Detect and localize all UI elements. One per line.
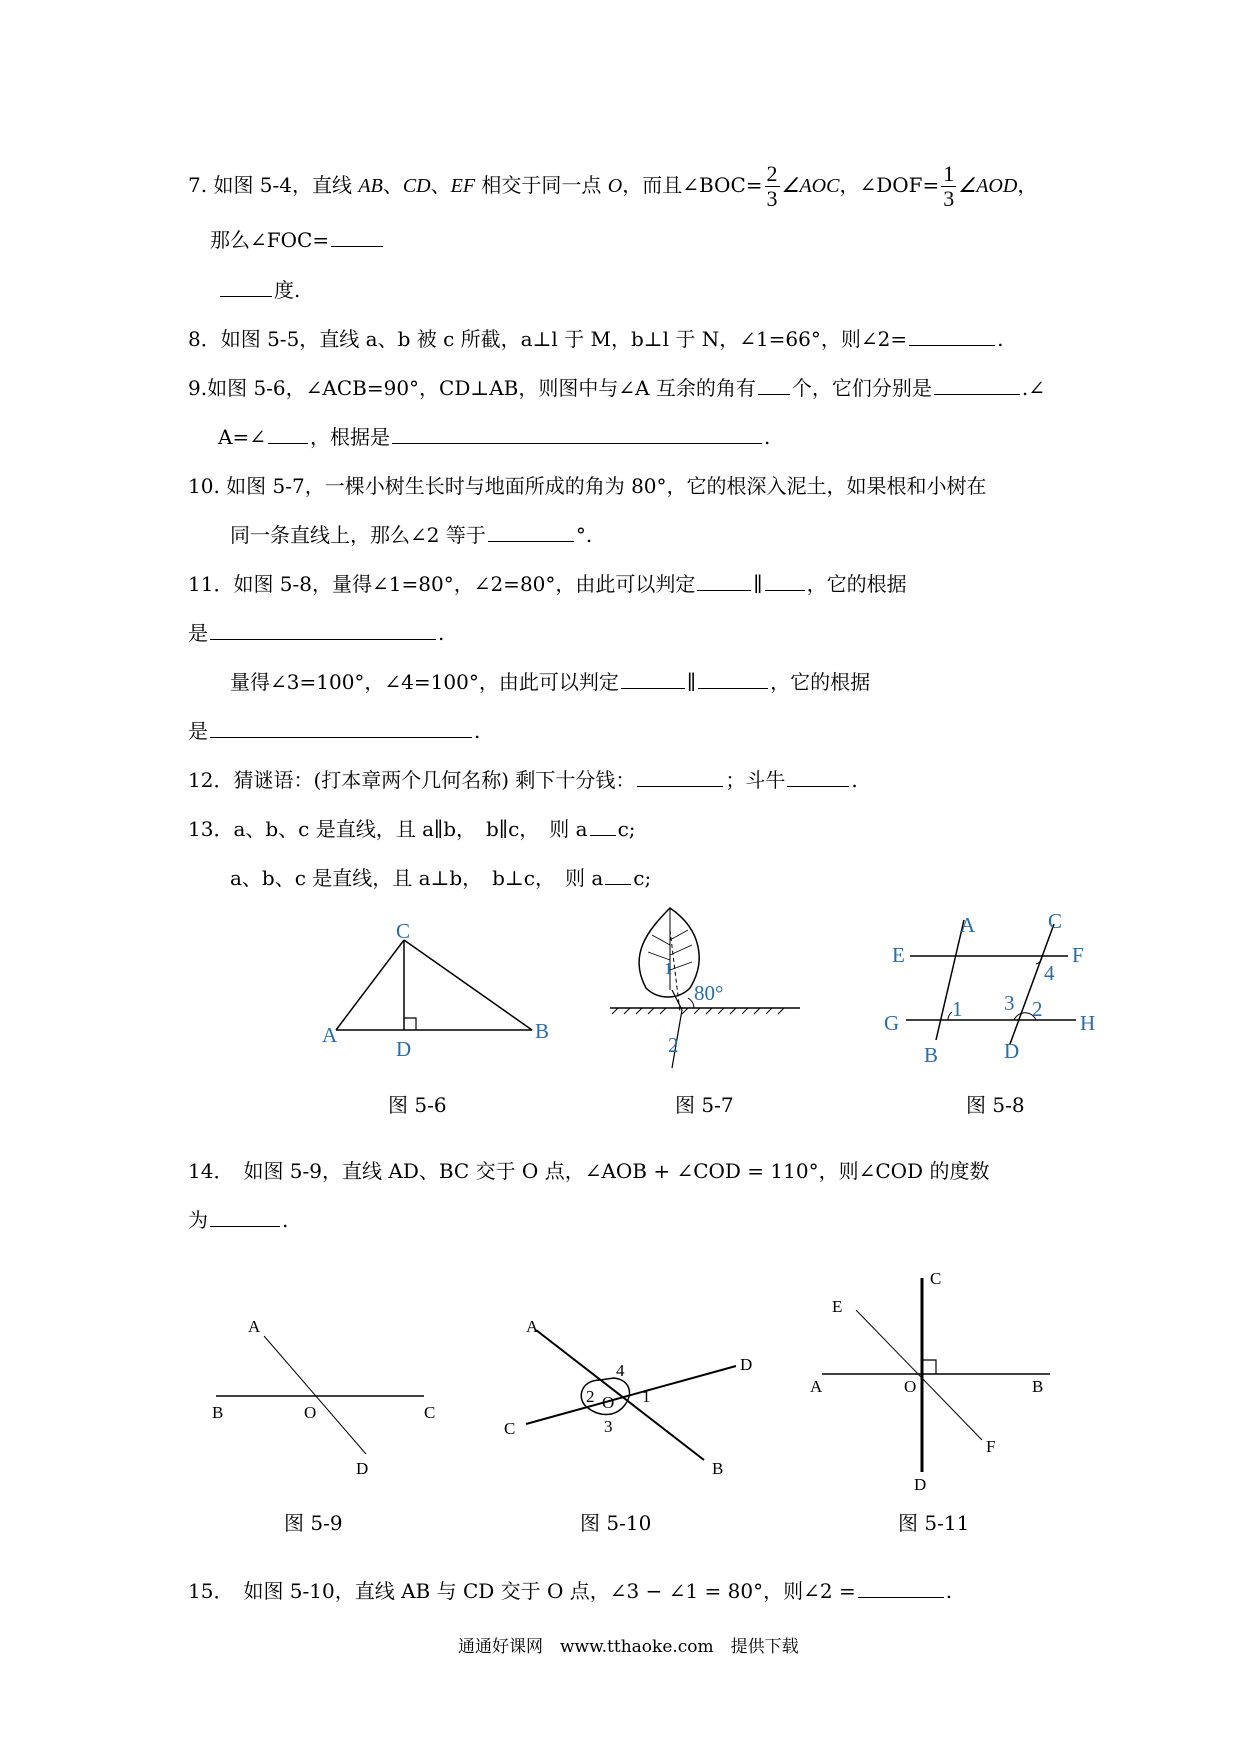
label-angle4: 4: [616, 1361, 625, 1380]
label-E: E: [892, 943, 905, 967]
label-D: D: [1004, 1039, 1020, 1063]
answer-blank[interactable]: [909, 325, 995, 346]
caption-5-10: 图 5-10: [580, 1511, 652, 1535]
label-angle2: 2: [1032, 997, 1043, 1021]
answer-blank[interactable]: [858, 1577, 944, 1598]
answer-blank[interactable]: [392, 423, 762, 444]
label-B: B: [1032, 1377, 1044, 1396]
answer-blank[interactable]: [220, 276, 272, 297]
footer-source: 通通好课网 www.tthaoke.com 提供下载: [458, 1637, 799, 1657]
label-A: A: [248, 1317, 261, 1336]
label-angle2: 2: [668, 1033, 679, 1057]
answer-blank[interactable]: [331, 226, 383, 247]
q11-line1: 11．如图 5-8，量得∠1=80°，∠2=80°，由此可以判定 ∥ ，它的根据: [188, 572, 907, 596]
caption-5-9: 图 5-9: [284, 1511, 343, 1535]
q9-line1: 9.如图 5-6，∠ACB=90°，CD⊥AB，则图中与∠A 互余的角有 个，它们分别是 .∠: [188, 376, 1046, 400]
label-angle3: 3: [604, 1417, 613, 1436]
label-C: C: [424, 1403, 436, 1422]
q10-line1: 10. 如图 5-7，一棵小树生长时与地面所成的角为 80°，它的根深入泥土，如果根和小树在: [188, 474, 987, 498]
label-F: F: [986, 1437, 996, 1456]
label-B: B: [535, 1019, 550, 1043]
figure-5-8: [880, 900, 1100, 1080]
answer-blank[interactable]: [934, 374, 1020, 395]
figure-5-9: [200, 1310, 450, 1480]
label-A: A: [810, 1377, 823, 1396]
figure-5-6: [320, 918, 560, 1068]
q13-line2: a、b、c 是直线，且 a⊥b， b⊥c， 则 a c;: [230, 866, 652, 890]
label-E: E: [832, 1297, 843, 1316]
caption-5-11: 图 5-11: [898, 1511, 970, 1535]
label-B: B: [712, 1459, 724, 1478]
label-C: C: [930, 1269, 942, 1288]
label-D: D: [914, 1475, 927, 1494]
label-angle1: 1: [664, 959, 673, 978]
q7-line1: 7. 如图 5-4，直线 AB、CD、EF 相交于同一点 O，而且∠BOC= $\frac{2}{3}$ ∠AOC，∠DOF= $\frac{1}{3}$ ∠AOD，: [188, 161, 1038, 211]
q14-line2: 为 .: [188, 1208, 289, 1232]
fraction-one-third: $\frac{1}{3}$: [943, 161, 955, 211]
label-80: 80°: [694, 981, 724, 1005]
label-D: D: [356, 1459, 369, 1478]
label-D: D: [396, 1037, 412, 1061]
answer-blank[interactable]: [210, 619, 436, 640]
figure-5-11: [810, 1269, 1070, 1494]
figure-5-10: [490, 1310, 770, 1480]
label-O: O: [602, 1393, 615, 1412]
label-O: O: [904, 1377, 917, 1396]
q9-line2: A=∠ ，根据是 .: [218, 425, 771, 449]
q7-line2: 那么∠FOC=: [210, 226, 385, 254]
q12: 12．猜谜语：(打本章两个几何名称) 剩下十分钱： ；斗牛 .: [188, 768, 858, 792]
label-O: O: [304, 1403, 317, 1422]
label-angle4: 4: [1044, 961, 1055, 985]
label-A: A: [960, 913, 976, 937]
answer-blank[interactable]: [268, 423, 308, 444]
label-C: C: [1048, 909, 1063, 933]
label-A: A: [322, 1023, 338, 1047]
fraction-two-thirds: $\frac{2}{3}$: [766, 161, 778, 211]
answer-blank[interactable]: [697, 570, 751, 591]
answer-blank[interactable]: [698, 668, 768, 689]
label-angle2: 2: [586, 1387, 595, 1406]
figure-5-7: [608, 900, 808, 1080]
answer-blank[interactable]: [590, 815, 616, 836]
q11-line3: 量得∠3=100°，∠4=100°，由此可以判定 ∥ ，它的根据: [230, 670, 871, 694]
answer-blank[interactable]: [758, 374, 790, 395]
answer-blank[interactable]: [488, 521, 574, 542]
label-B: B: [212, 1403, 224, 1422]
q11-line2: 是 .: [188, 621, 445, 645]
answer-blank[interactable]: [621, 668, 685, 689]
answer-blank[interactable]: [605, 864, 631, 885]
q11-line4: 是 .: [188, 719, 481, 743]
answer-blank[interactable]: [765, 570, 805, 591]
q8: 8．如图 5-5，直线 a、b 被 c 所截，a⊥l 于 M，b⊥l 于 N，∠1=66°，则∠2= .: [188, 327, 1004, 351]
label-G: G: [884, 1011, 900, 1035]
label-H: H: [1080, 1011, 1096, 1035]
q7-line3: 度.: [218, 276, 300, 304]
label-B: B: [924, 1043, 939, 1067]
label-C: C: [396, 919, 411, 943]
answer-blank[interactable]: [210, 717, 472, 738]
caption-5-7: 图 5-7: [675, 1093, 734, 1117]
label-A: A: [526, 1317, 539, 1336]
q15: 15． 如图 5-10，直线 AB 与 CD 交于 O 点，∠3 − ∠1 = 80°，则∠2 = .: [188, 1579, 953, 1603]
q13-line1: 13．a、b、c 是直线，且 a∥b， b∥c， 则 a c;: [188, 817, 636, 841]
label-angle3: 3: [1004, 991, 1015, 1015]
q14-line1: 14． 如图 5-9，直线 AD、BC 交于 O 点，∠AOB + ∠COD = 110°，则∠COD 的度数: [188, 1159, 990, 1183]
answer-blank[interactable]: [637, 766, 723, 787]
label-D: D: [740, 1355, 753, 1374]
q10-line2: 同一条直线上，那么∠2 等于 °.: [230, 523, 593, 547]
caption-5-8: 图 5-8: [966, 1093, 1025, 1117]
label-C: C: [504, 1419, 516, 1438]
label-F: F: [1072, 943, 1084, 967]
answer-blank[interactable]: [787, 766, 849, 787]
answer-blank[interactable]: [210, 1206, 280, 1227]
label-angle1: 1: [642, 1387, 651, 1406]
label-angle1: 1: [952, 997, 963, 1021]
caption-5-6: 图 5-6: [388, 1093, 447, 1117]
